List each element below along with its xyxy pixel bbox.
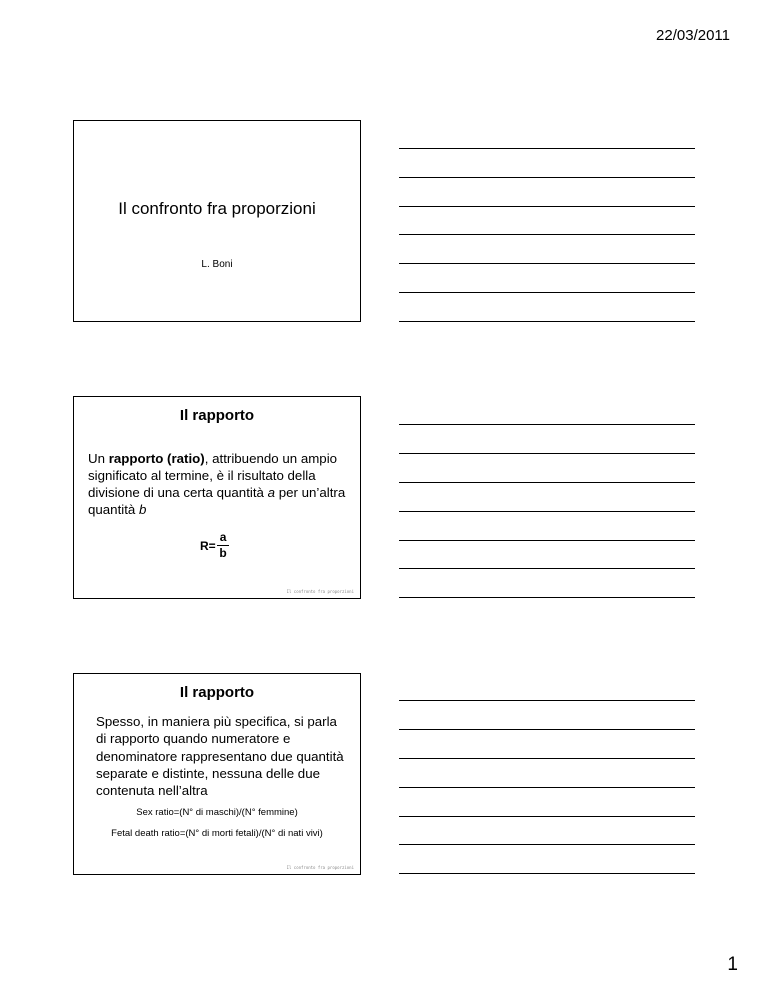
slide-footer: Il confronto fra proporzioni — [286, 865, 354, 870]
slide-author: L. Boni — [201, 259, 233, 270]
note-line — [399, 148, 695, 149]
note-line — [399, 758, 695, 759]
slide-title: Il confronto fra proporzioni — [118, 199, 316, 218]
note-line — [399, 816, 695, 817]
slide-body — [88, 450, 350, 518]
note-line — [399, 263, 695, 264]
note-line — [399, 540, 695, 541]
header-date: 22/03/2011 — [656, 27, 730, 44]
formula-numerator: a — [217, 531, 230, 546]
formula-fraction — [217, 531, 230, 560]
note-line — [399, 597, 695, 598]
note-line — [399, 177, 695, 178]
slide-1 — [73, 120, 361, 322]
slide-title: Il rapporto — [179, 407, 255, 424]
ratio-formula — [200, 531, 229, 560]
note-line — [399, 873, 695, 874]
slide-3 — [73, 673, 361, 875]
note-line — [399, 729, 695, 730]
slide-body: Spesso, in maniera più specifica, si parla di rapporto quando numeratore e denominatore rappresentano due quantità separate e distinte, nessuna delle due contenuta nell’altra — [96, 714, 344, 799]
note-line — [399, 787, 695, 788]
note-line — [399, 321, 695, 322]
note-line — [399, 568, 695, 569]
page-number: 1 — [727, 954, 738, 975]
variable-a: a — [267, 485, 276, 500]
slide-title: Il rapporto — [179, 684, 255, 701]
fetal-death-ratio-note: Fetal death ratio=(N° di morti fetali)/(N° di nati vivi) — [111, 828, 323, 839]
note-line — [399, 292, 695, 293]
note-line — [399, 206, 695, 207]
formula-denominator: b — [219, 546, 227, 560]
note-line — [399, 700, 695, 701]
body-bold-term: rapporto (ratio) — [108, 451, 205, 466]
note-line — [399, 453, 695, 454]
slide-footer: Il confronto fra proporzioni — [286, 589, 354, 594]
body-text: , attribuendo un ampio significato al termine, è il risultato della divisione di una certa quantità — [88, 451, 338, 500]
sex-ratio-note: Sex ratio=(N° di maschi)/(N° femmine) — [136, 807, 298, 818]
note-line — [399, 844, 695, 845]
note-line — [399, 424, 695, 425]
body-text: Un — [88, 451, 109, 466]
note-line — [399, 234, 695, 235]
body-text: per un’altra quantità — [88, 485, 346, 517]
note-line — [399, 511, 695, 512]
note-line — [399, 482, 695, 483]
variable-b: b — [139, 502, 147, 517]
slide-2 — [73, 396, 361, 599]
formula-lhs: R= — [200, 538, 216, 553]
